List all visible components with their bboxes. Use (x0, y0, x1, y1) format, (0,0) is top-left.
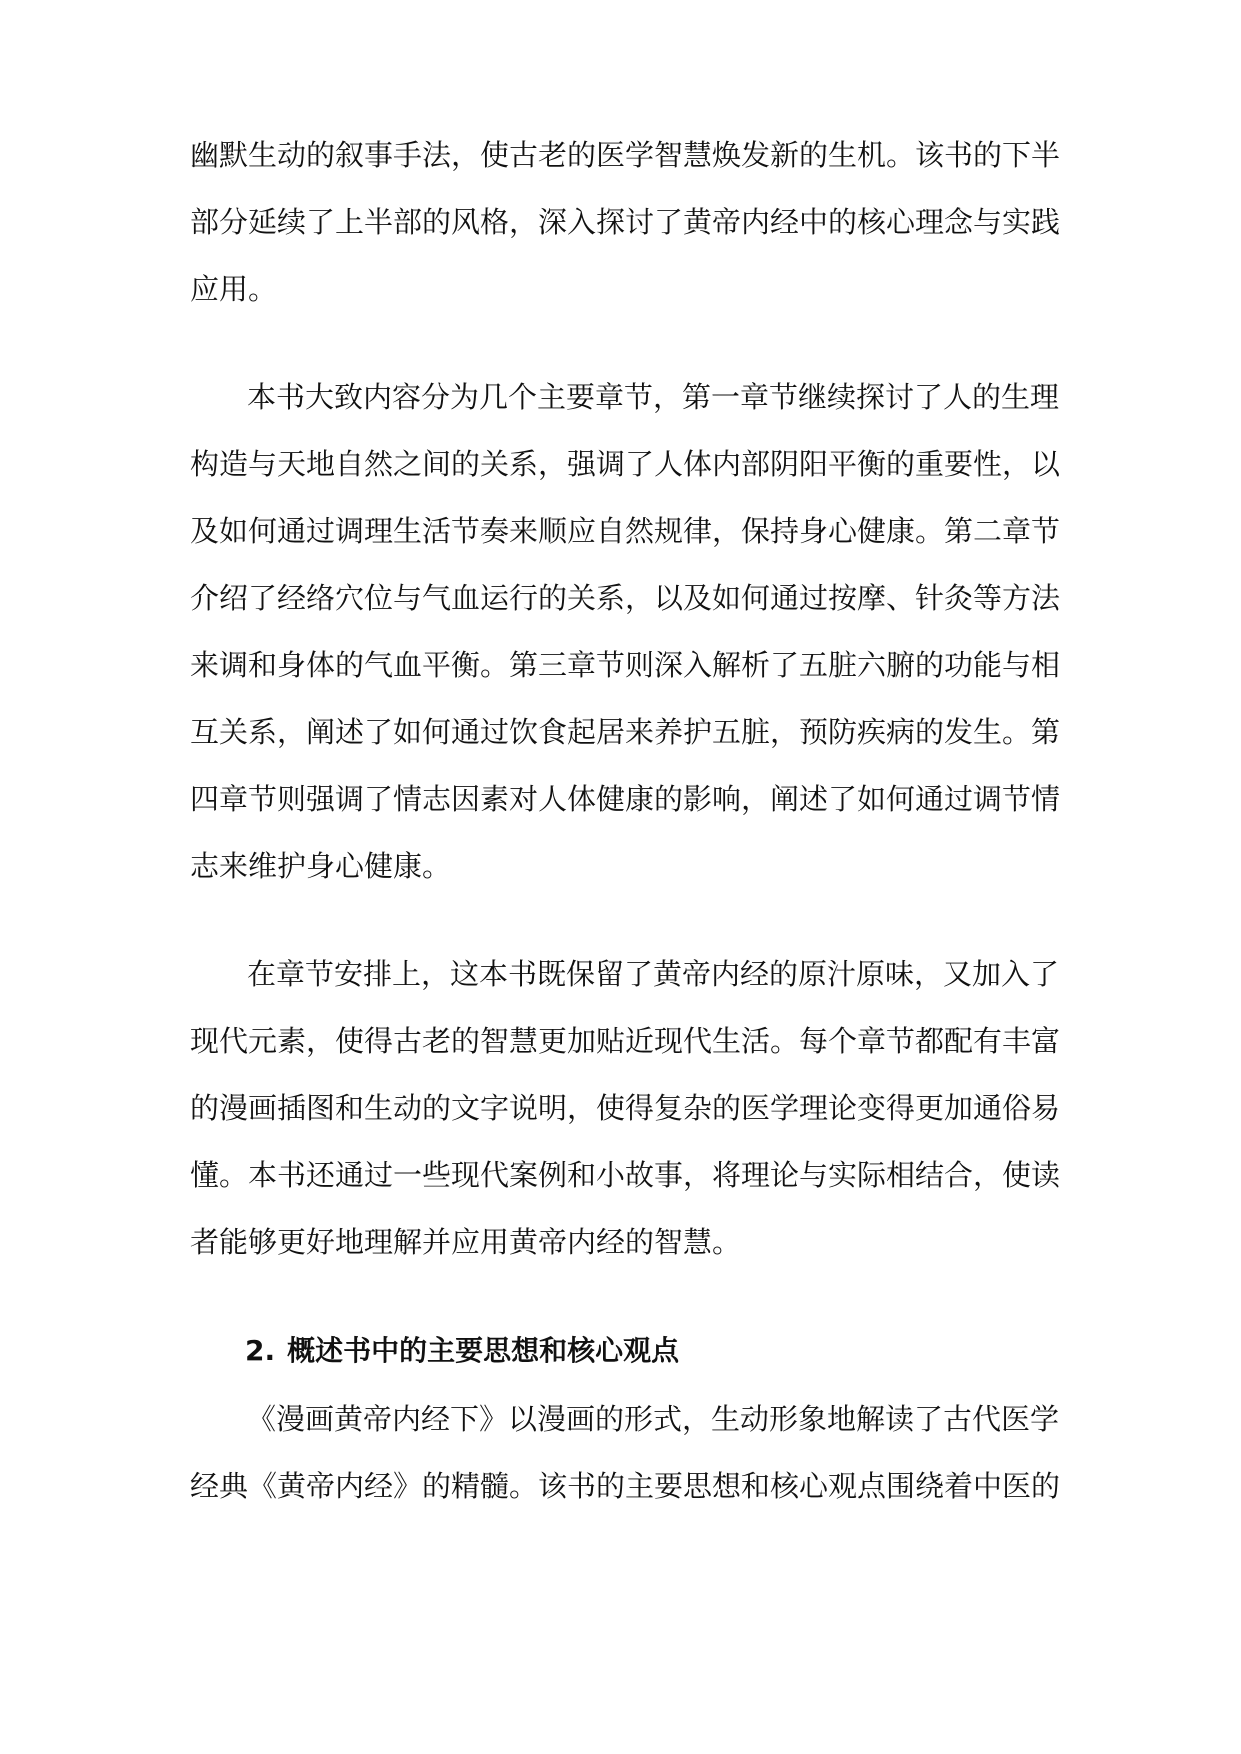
section-number: 2. (245, 1334, 276, 1367)
paragraph-line: 现代元素，使得古老的智慧更加贴近现代生活。每个章节都配有丰富 (190, 1024, 1061, 1058)
paragraph-line: 幽默生动的叙事手法，使古老的医学智慧焕发新的生机。该书的下半 (190, 138, 1061, 172)
paragraph-line: 及如何通过调理生活节奏来顺应自然规律，保持身心健康。第二章节 (190, 514, 1061, 548)
paragraph-line: 的漫画插图和生动的文字说明，使得复杂的医学理论变得更加通俗易 (190, 1091, 1061, 1125)
section-heading (245, 1329, 1045, 1373)
paragraph-line: 介绍了经络穴位与气血运行的关系，以及如何通过按摩、针灸等方法 (190, 581, 1061, 615)
paragraph-line: 构造与天地自然之间的关系，强调了人体内部阴阳平衡的重要性，以 (190, 447, 1061, 481)
paragraph-line: 本书大致内容分为几个主要章节，第一章节继续探讨了人的生理 (247, 380, 1060, 414)
paragraph-line: 互关系，阐述了如何通过饮食起居来养护五脏，预防疾病的发生。第 (190, 715, 1061, 749)
paragraph-line: 在章节安排上，这本书既保留了黄帝内经的原汁原味，又加入了 (247, 957, 1060, 991)
paragraph-line: 四章节则强调了情志因素对人体健康的影响，阐述了如何通过调节情 (190, 782, 1061, 816)
paragraph-line: 《漫画黄帝内经下》以漫画的形式，生动形象地解读了古代医学 (247, 1402, 1060, 1436)
paragraph-line: 来调和身体的气血平衡。第三章节则深入解析了五脏六腑的功能与相 (190, 648, 1061, 682)
paragraph-line: 懂。本书还通过一些现代案例和小故事，将理论与实际相结合，使读 (190, 1158, 1061, 1192)
paragraph-line: 部分延续了上半部的风格，深入探讨了黄帝内经中的核心理念与实践 (190, 205, 1061, 239)
paragraph-line: 应用。 (190, 272, 278, 306)
paragraph-line: 志来维护身心健康。 (190, 849, 452, 883)
section-title: 概述书中的主要思想和核心观点 (287, 1334, 680, 1367)
paragraph-line: 经典《黄帝内经》的精髓。该书的主要思想和核心观点围绕着中医的 (190, 1469, 1061, 1503)
paragraph-line: 者能够更好地理解并应用黄帝内经的智慧。 (190, 1225, 742, 1259)
